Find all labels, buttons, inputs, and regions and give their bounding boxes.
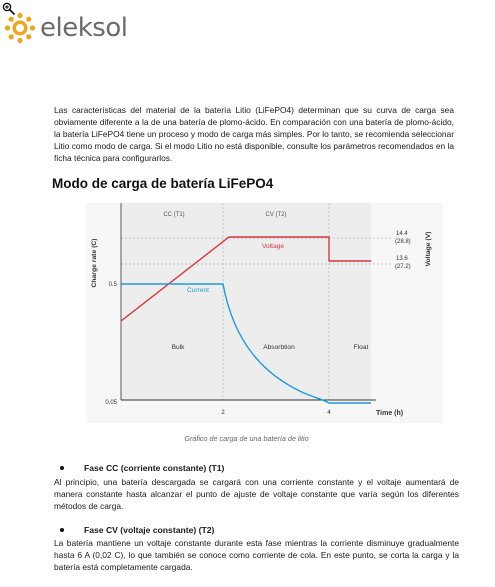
absorption-label: Absorbtion: [263, 344, 295, 351]
logo-text: eleksol: [40, 13, 128, 43]
bullet-cv-body: La batería mantiene un voltaje constante durante esta fase mientras la corriente disminuye gradualmente hasta 6 A (0,02 C), lo que también se conoce como corriente de cola. En este punto, se corta la carga y la batería está completamente cargada.: [54, 538, 459, 572]
tick-0-5: 0.5: [108, 282, 117, 288]
section-title: Modo de carga de batería LiFePO4: [52, 176, 274, 191]
charge-curve-diagram: [86, 203, 443, 423]
sun-logo-icon: [4, 12, 36, 44]
bullet-icon: [60, 528, 64, 532]
figure-caption: Gráfico de carga de una batería de litio: [184, 434, 309, 443]
phase-cc-label: CC (T1): [163, 212, 185, 218]
x-axis-label: Time (h): [376, 410, 404, 417]
bullet-icon: [60, 466, 64, 470]
tick-2: 2: [221, 410, 225, 416]
bullet-cc-title: Fase CC (corriente constante) (T1): [84, 463, 225, 473]
phase-cv-label: CV (T2): [265, 212, 287, 218]
company-logo: [4, 12, 127, 44]
bullet-cv-title: Fase CV (voltaje constante) (T2): [84, 525, 215, 535]
float-label: Float: [353, 344, 369, 351]
y-left-label: Charge rate (C): [91, 238, 98, 288]
y-right-label: Voltage (V): [425, 231, 432, 267]
intro-paragraph: Las características del material de la batería Litio (LiFePO4) determinan que su curva de carga sea obviamente diferente a la de una batería de plomo-ácido. En comparación con una batería de plomo-ácido, la batería LiFePO4 tiene un proceso y modo de carga más simples. Por lo tanto, se recomienda seleccionar Litio como modo de carga. Si el modo Litio no está disponible, consulte los parámetros recomendados en la ficha técnica para configurarlos.: [54, 105, 454, 163]
voltage-label: Voltage: [262, 243, 284, 250]
bullet-cc-body: Al principio, una batería descargada se cargará con una corriente constante y el voltaje aumentará de manera constante hasta alcanzar el punto de ajuste de voltaje constante que varía según los diferentes métodos de carga.: [54, 477, 459, 511]
v-low-value: 13.6: [396, 256, 408, 262]
tick-0-05: 0.05: [105, 400, 117, 406]
bullet-cv-heading: [54, 525, 214, 535]
charge-curve-figure: [86, 203, 443, 423]
v-high-value: 14.4: [396, 231, 408, 237]
v-high-alt-value: (28.8): [395, 239, 411, 245]
current-label: Current: [187, 287, 209, 294]
tick-4: 4: [327, 410, 331, 416]
plot-panel: [121, 203, 371, 400]
bullet-cc-heading: [54, 463, 224, 473]
bulk-label: Bulk: [171, 344, 185, 351]
v-low-alt-value: (27.2): [395, 264, 411, 270]
